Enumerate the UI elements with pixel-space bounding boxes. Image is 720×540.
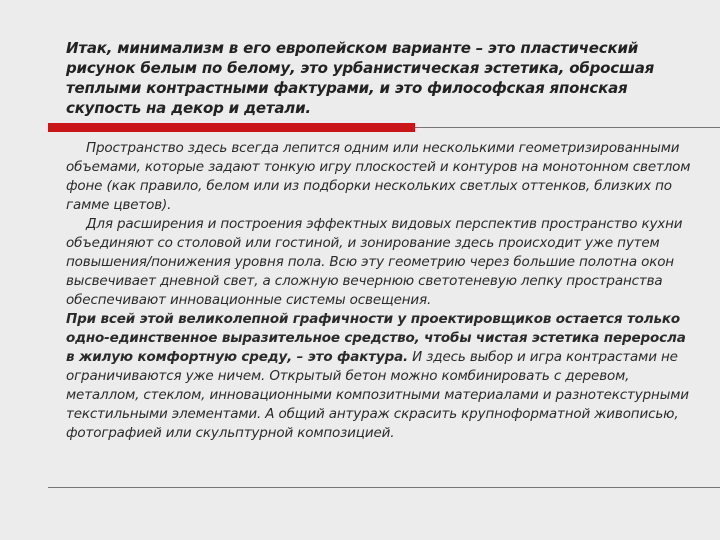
- paragraph-3: [66, 310, 696, 443]
- bottom-divider-line: [48, 487, 720, 488]
- paragraph-1: Пространство здесь всегда лепится одним или несколькими геометризированными объемами, которые задают тонкую игру плоскостей и контуров на монотонном светлом фоне (как правило, белом или из подборки нескольких светлых оттенков, близких по гамме цветов).: [66, 140, 691, 213]
- paragraph-3-emphasis: При всей этой великолепной графичности у проектировщиков остается только одно-единственное выразительное средство, чтобы чистая эстетика переросла в жилую комфортную среду, – это фактура.: [66, 311, 686, 365]
- slide-title: Итак, минимализм в его европейском варианте – это пластический рисунок белым по белому, это урбанистическая эстетика, обросшая теплыми контрастными фактурами, и это философская японская скупость на декор и детали.: [66, 39, 655, 117]
- red-accent-bar: [48, 123, 415, 132]
- paragraph-3-rest: И здесь выбор и игра контрастами не ограничиваются уже ничем. Открытый бетон можно комбинировать с деревом, металлом, стеклом, инновационными композитными материалами и разнотекстурными текстильными элементами. А общий антураж скрасить крупноформатной живописью, фотографией или скульптурной композицией.: [66, 349, 689, 441]
- slide-body: [66, 139, 696, 443]
- paragraph-2: Для расширения и построения эффектных видовых перспектив пространство кухни объединяют со столовой или гостиной, и зонирование здесь происходит уже путем повышения/понижения уровня пола. Всю эту геометрию через большие полотна окон высвечивает дневной свет, а сложную вечернюю светотеневую лепку пространства обеспечивают инновационные системы освещения.: [66, 216, 683, 308]
